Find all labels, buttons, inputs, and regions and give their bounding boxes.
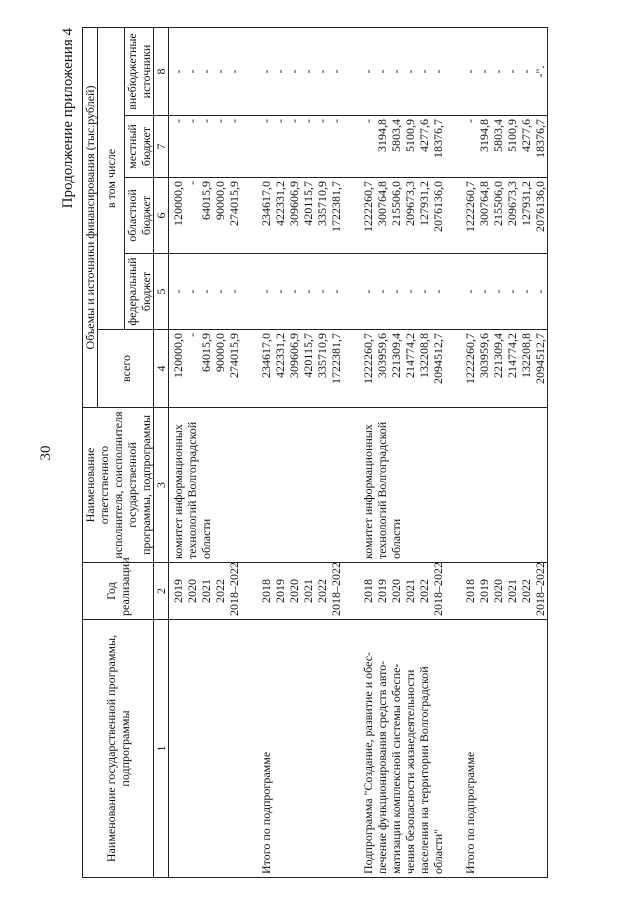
year-cell	[257, 563, 343, 620]
local-value: -	[273, 119, 287, 123]
extra-cell	[359, 27, 445, 115]
spacer-cell	[343, 563, 359, 620]
year-value: 2018–2022	[533, 562, 547, 616]
year-value: 2021	[199, 579, 213, 603]
year-cell	[169, 563, 242, 620]
spacer-cell	[241, 27, 257, 115]
local-value: -	[259, 119, 273, 123]
total-value: -	[185, 333, 199, 337]
local-value: -	[287, 119, 301, 123]
extra-value: -	[519, 69, 533, 74]
extra-value: -	[505, 69, 519, 74]
appendix-title: Продолжение приложения 4	[60, 28, 76, 209]
extra-value: -	[477, 69, 491, 74]
extra-value: -	[273, 69, 287, 74]
federal-value: -	[259, 289, 273, 294]
local-value: 4277,6	[417, 119, 431, 152]
executor-cell	[169, 408, 242, 563]
year-value: 2022	[315, 579, 329, 603]
total-value: 422331,2	[273, 333, 287, 378]
local-value: 18376,7	[431, 119, 445, 158]
local-value: -	[301, 119, 315, 123]
total-value: 120000,0	[171, 333, 185, 378]
regional-value: 2076136,0	[533, 181, 547, 232]
local-value: 5100,9	[403, 119, 417, 152]
federal-value: -	[227, 289, 241, 294]
table-row	[461, 27, 548, 877]
local-value: -	[315, 119, 329, 123]
spacer-cell	[343, 27, 359, 115]
extra-value: -	[301, 69, 315, 74]
total-value: 1222260,7	[463, 333, 477, 384]
header-local: местный бюджет	[125, 116, 154, 178]
header-federal: федеральный бюджет	[125, 254, 154, 330]
total-value: 303959,6	[375, 333, 389, 378]
regional-value: 127931,2	[417, 181, 431, 226]
regional-value: 274015,9	[227, 181, 241, 226]
year-value: 2020	[491, 579, 505, 603]
program-name-line: Итого по подпрограмме	[463, 751, 477, 874]
year-value: 2020	[185, 579, 199, 603]
year-value: 2022	[519, 579, 533, 603]
executor-line: области	[199, 518, 213, 559]
year-value: 2021	[403, 579, 417, 603]
header-regional: областной бюджет	[125, 178, 154, 254]
year-value: 2018–2022	[227, 562, 241, 616]
spacer-cell	[343, 254, 359, 330]
regional-value: 209673,3	[505, 181, 519, 226]
regional-value: -	[185, 181, 199, 185]
total-value: 132208,8	[519, 333, 533, 378]
regional-cell	[169, 178, 242, 254]
extra-cell	[461, 27, 548, 115]
regional-value: 90000,0	[213, 181, 227, 220]
extra-value: -	[287, 69, 301, 74]
extra-value: -".	[533, 65, 547, 78]
program-name-line: чения безопасности жизнедеятельности	[403, 669, 417, 874]
federal-cell	[257, 254, 343, 330]
spacer-cell	[241, 620, 257, 878]
federal-value: -	[477, 289, 491, 294]
extra-value: -	[259, 69, 273, 74]
extra-value: -	[329, 69, 343, 74]
local-value: -	[329, 119, 343, 123]
page-number: 30	[38, 445, 54, 461]
federal-value: -	[519, 289, 533, 294]
total-value: 234617,0	[259, 333, 273, 378]
year-cell	[359, 563, 445, 620]
year-value: 2018	[259, 579, 273, 603]
spacer-cell	[343, 330, 359, 408]
block-spacer	[445, 27, 461, 877]
regional-value: 215506,0	[389, 181, 403, 226]
total-value: 221309,4	[491, 333, 505, 378]
block-spacer	[241, 27, 257, 877]
extra-cell	[257, 27, 343, 115]
local-value: -	[213, 119, 227, 123]
column-number: 3	[154, 408, 169, 563]
federal-value: -	[417, 289, 431, 294]
local-cell	[169, 116, 242, 178]
total-value: 214774,2	[403, 333, 417, 378]
local-cell	[359, 116, 445, 178]
spacer-cell	[445, 254, 461, 330]
year-value: 2020	[287, 579, 301, 603]
executor-line: технологий Волгоградской	[185, 421, 199, 559]
federal-value: -	[315, 289, 329, 294]
extra-value: -	[315, 69, 329, 74]
year-value: 2018–2022	[431, 562, 445, 616]
spacer-cell	[343, 116, 359, 178]
header-program-name: Наименование государственной программы, подпрограммы	[83, 620, 154, 878]
extra-value: -	[213, 69, 227, 74]
program-name-line: печение функционирования средств авто-	[375, 660, 389, 874]
extra-value: -	[431, 69, 445, 74]
year-value: 2022	[213, 579, 227, 603]
spacer-cell	[445, 116, 461, 178]
program-name-line: Итого по подпрограмме	[259, 751, 273, 874]
total-value: 214774,2	[505, 333, 519, 378]
page-header	[30, 28, 82, 878]
header-year: Год реализации	[83, 563, 154, 620]
block-spacer	[343, 27, 359, 877]
column-number: 8	[154, 27, 169, 115]
header-total: всего	[98, 330, 154, 408]
total-value: 335710,9	[315, 333, 329, 378]
table-row	[359, 27, 445, 877]
regional-value: 420115,7	[301, 181, 315, 226]
regional-value: 335710,9	[315, 181, 329, 226]
regional-value: 1222260,7	[361, 181, 375, 232]
extra-cell	[169, 27, 242, 115]
total-value: 309606,9	[287, 333, 301, 378]
regional-value: 209673,3	[403, 181, 417, 226]
federal-value: -	[171, 289, 185, 294]
local-value: -	[199, 119, 213, 123]
total-cell	[461, 330, 548, 408]
year-value: 2019	[171, 579, 185, 603]
local-value: -	[171, 119, 185, 123]
spacer-cell	[241, 563, 257, 620]
program-name-line: области"	[431, 828, 445, 874]
executor-cell	[461, 408, 548, 563]
regional-value: 1222260,7	[463, 181, 477, 232]
header-executor: Наименование ответственного исполнителя, соисполнителя государственной программы, подпрограммы	[83, 408, 154, 563]
program-name-cell	[169, 620, 242, 878]
spacer-cell	[241, 178, 257, 254]
year-value: 2019	[477, 579, 491, 603]
program-name-line: матизации комплексной системы обеспе-	[389, 663, 403, 874]
total-cell	[169, 330, 242, 408]
executor-line: технологий Волгоградской	[375, 421, 389, 559]
program-name-cell	[257, 620, 343, 878]
local-value: -	[185, 119, 199, 123]
extra-value: -	[199, 69, 213, 74]
regional-value: 234617,0	[259, 181, 273, 226]
spacer-cell	[445, 408, 461, 563]
program-name-cell	[359, 620, 445, 878]
extra-value: -	[403, 69, 417, 74]
rotated-content	[30, 28, 620, 878]
executor-cell	[359, 408, 445, 563]
extra-value: -	[185, 69, 199, 74]
column-number: 2	[154, 563, 169, 620]
local-cell	[257, 116, 343, 178]
federal-cell	[359, 254, 445, 330]
regional-value: 300764,8	[375, 181, 389, 226]
spacer-cell	[343, 408, 359, 563]
total-value: 2094512,7	[533, 333, 547, 384]
extra-value: -	[463, 69, 477, 74]
federal-value: -	[213, 289, 227, 294]
total-value: 90000,0	[213, 333, 227, 372]
local-value: 5803,4	[491, 119, 505, 152]
regional-value: 215506,0	[491, 181, 505, 226]
header-volumes: Объемы и источники финансирования (тыс.рублей)	[83, 27, 98, 407]
spacer-cell	[343, 178, 359, 254]
total-cell	[359, 330, 445, 408]
column-number: 4	[154, 330, 169, 408]
regional-cell	[359, 178, 445, 254]
local-value: -	[463, 119, 477, 123]
total-value: 420115,7	[301, 333, 315, 378]
spacer-cell	[241, 408, 257, 563]
regional-value: 300764,8	[477, 181, 491, 226]
spacer-cell	[343, 620, 359, 878]
extra-value: -	[491, 69, 505, 74]
local-value: -	[227, 119, 241, 123]
spacer-cell	[241, 116, 257, 178]
federal-cell	[461, 254, 548, 330]
local-value: -	[361, 119, 375, 123]
column-numbers-row	[154, 27, 169, 877]
federal-value: -	[463, 289, 477, 294]
total-value: 221309,4	[389, 333, 403, 378]
federal-value: -	[389, 289, 403, 294]
federal-value: -	[505, 289, 519, 294]
column-number: 7	[154, 116, 169, 178]
header-extra: внебюджетные источники	[125, 27, 154, 115]
executor-line: комитет информационных	[361, 424, 375, 559]
year-value: 2021	[505, 579, 519, 603]
federal-value: -	[301, 289, 315, 294]
executor-cell	[257, 408, 343, 563]
regional-value: 2076136,0	[431, 181, 445, 232]
column-number: 1	[154, 620, 169, 878]
table-row	[257, 27, 343, 877]
extra-value: -	[417, 69, 431, 74]
financing-table	[82, 27, 548, 878]
extra-value: -	[171, 69, 185, 74]
federal-value: -	[287, 289, 301, 294]
spacer-cell	[445, 178, 461, 254]
table-header	[83, 27, 169, 877]
local-value: 5100,9	[505, 119, 519, 152]
local-value: 4277,6	[519, 119, 533, 152]
spacer-cell	[445, 27, 461, 115]
regional-value: 1722381,7	[329, 181, 343, 232]
federal-value: -	[199, 289, 213, 294]
year-value: 2019	[273, 579, 287, 603]
federal-value: -	[403, 289, 417, 294]
total-value: 274015,9	[227, 333, 241, 378]
total-value: 1222260,7	[361, 333, 375, 384]
federal-value: -	[361, 289, 375, 294]
federal-value: -	[375, 289, 389, 294]
program-name-cell	[461, 620, 548, 878]
spacer-cell	[445, 563, 461, 620]
total-value: 1722381,7	[329, 333, 343, 384]
spacer-cell	[445, 620, 461, 878]
spacer-cell	[241, 330, 257, 408]
extra-value: -	[361, 69, 375, 74]
total-value: 132208,8	[417, 333, 431, 378]
federal-value: -	[431, 289, 445, 294]
regional-cell	[257, 178, 343, 254]
column-number: 5	[154, 254, 169, 330]
total-cell	[257, 330, 343, 408]
table-row	[169, 27, 242, 877]
regional-value: 127931,2	[519, 181, 533, 226]
total-value: 2094512,7	[431, 333, 445, 384]
regional-value: 422331,2	[273, 181, 287, 226]
total-value: 64015,9	[199, 333, 213, 372]
year-value: 2020	[389, 579, 403, 603]
program-name-line: населения на территории Волгоградской	[417, 666, 431, 874]
year-value: 2018–2022	[329, 562, 343, 616]
federal-value: -	[329, 289, 343, 294]
local-value: 3194,8	[375, 119, 389, 152]
header-in-that: в том числе	[98, 27, 125, 329]
regional-cell	[461, 178, 548, 254]
federal-value: -	[185, 289, 199, 294]
regional-value: 64015,9	[199, 181, 213, 220]
federal-cell	[169, 254, 242, 330]
column-number: 6	[154, 178, 169, 254]
extra-value: -	[389, 69, 403, 74]
table-body	[169, 27, 548, 877]
federal-value: -	[533, 289, 547, 294]
year-value: 2022	[417, 579, 431, 603]
extra-value: -	[375, 69, 389, 74]
local-value: 3194,8	[477, 119, 491, 152]
local-value: 18376,7	[533, 119, 547, 158]
year-cell	[461, 563, 548, 620]
program-name-line: Подпрограмма "Создание, развитие и обес-	[361, 651, 375, 874]
spacer-cell	[241, 254, 257, 330]
year-value: 2021	[301, 579, 315, 603]
extra-value: -	[227, 69, 241, 74]
regional-value: 309606,9	[287, 181, 301, 226]
regional-value: 120000,0	[171, 181, 185, 226]
executor-line: комитет информационных	[171, 424, 185, 559]
federal-value: -	[491, 289, 505, 294]
local-cell	[461, 116, 548, 178]
total-value: 303959,6	[477, 333, 491, 378]
executor-line: области	[389, 518, 403, 559]
local-value: 5803,4	[389, 119, 403, 152]
spacer-cell	[445, 330, 461, 408]
year-value: 2019	[375, 579, 389, 603]
year-value: 2018	[463, 579, 477, 603]
year-value: 2018	[361, 579, 375, 603]
federal-value: -	[273, 289, 287, 294]
